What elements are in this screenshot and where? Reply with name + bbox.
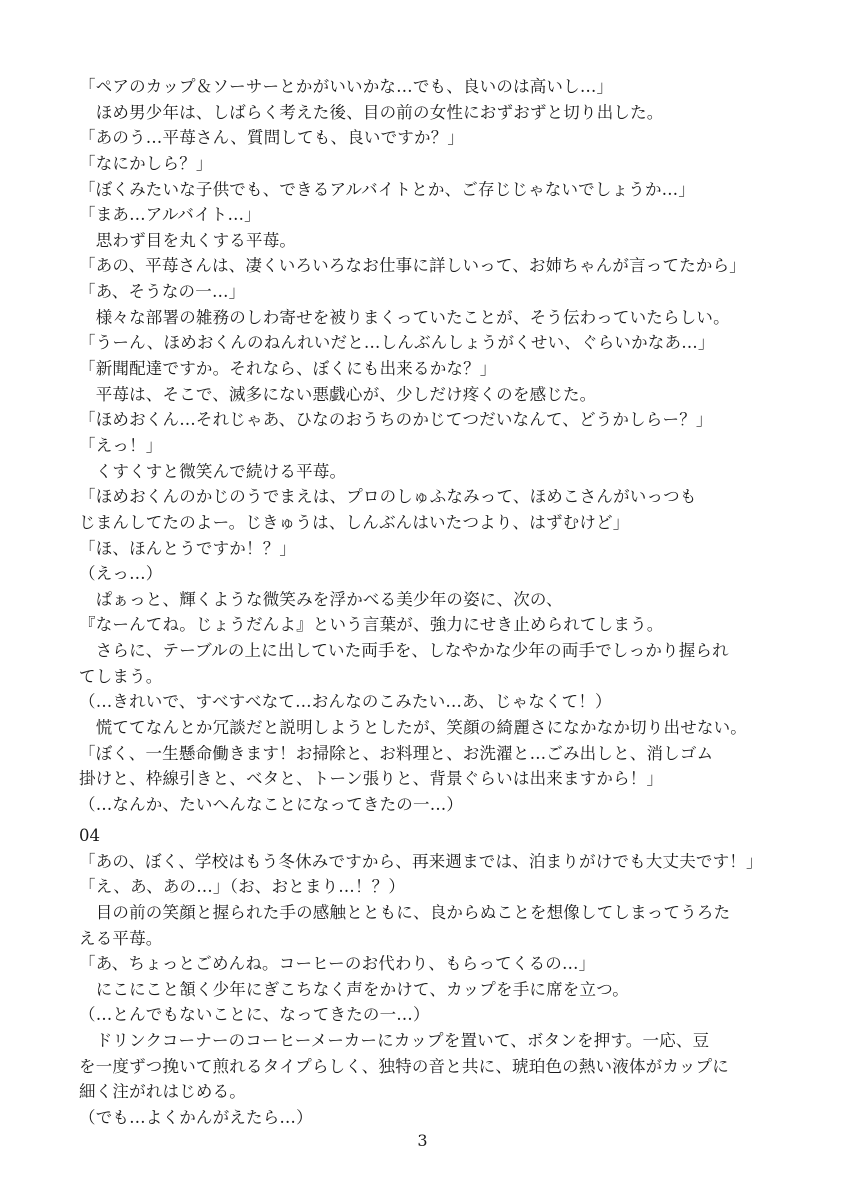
- text-line: ほめ男少年は、しばらく考えた後、目の前の女性におずおずと切り出した。: [79, 102, 664, 122]
- text-line: （…とんでもないことに、なってきたの一…）: [79, 1005, 430, 1025]
- body-text-section-2: [79, 823, 779, 1131]
- section-number: 04: [79, 826, 100, 845]
- text-line: （…なんか、たいへんなことになってきたの一…）: [79, 794, 464, 814]
- text-line: 掛けと、枠線引きと、ベタと、トーン張りと、背景ぐらいは出来ますから！」: [79, 769, 664, 789]
- text-line: さらに、テーブルの上に出していた両手を、しなやかな少年の両手でしっかり握られ: [79, 641, 729, 661]
- text-line: 「え、あ、あの…」（お、おとまり…！？）: [79, 877, 406, 897]
- text-line: （…きれいで、すべすべなて…おんなのこみたい…あ、じゃなくて！）: [79, 692, 612, 712]
- text-line: （えっ…）: [79, 564, 163, 584]
- text-line: 「あの、平苺さんは、凄くいろいろなお仕事に詳しいって、お姉ちゃんが言ってたから」: [79, 256, 747, 276]
- text-line: 「なにかしら？」: [79, 153, 213, 173]
- text-line: 「えっ！」: [79, 435, 163, 455]
- text-line: 慌ててなんとか冗談だと説明しようとしたが、笑顔の綺麗さになかなか切り出せない。: [79, 718, 747, 738]
- text-line: 「まあ…アルバイト…」: [79, 205, 261, 225]
- page-number: 3: [417, 1131, 428, 1150]
- text-line: 様々な部署の雑務のしわ寄せを被りまくっていたことが、そう伝わっていたらしい。: [79, 307, 730, 327]
- text-line: 「ほめおくんのかじのうでまえは、プロのしゅふなみって、ほめこさんがいっつも: [79, 487, 697, 507]
- text-line: える平苺。: [79, 928, 163, 948]
- text-line: を一度ずつ挽いて煎れるタイプらしく、独特の音と共に、琥珀色の熱い液体がカップに: [79, 1056, 729, 1076]
- text-line: てしまう。: [79, 666, 163, 686]
- text-line: 平苺は、そこで、滅多にない悪戯心が、少しだけ疼くのを感じた。: [79, 384, 597, 404]
- text-line: 「あのう…平苺さん、質問しても、良いですか？」: [79, 128, 465, 148]
- text-line: 「うーん、ほめおくんのねんれいだと…しんぶんしょうがくせい、ぐらいかなあ…」: [79, 333, 715, 353]
- text-line: 「あ、そうなの一…」: [79, 282, 246, 302]
- text-line: 思わず目を丸くする平苺。: [79, 230, 297, 250]
- text-line: 「ペアのカップ＆ソーサーとかがいいかな…でも、良いのは高いし…」: [79, 77, 614, 96]
- text-line: （でも…よくかんがえたら…）: [79, 1108, 313, 1128]
- text-line: 細く注がれはじめる。: [79, 1082, 246, 1102]
- text-line: 「新聞配達ですか。それなら、ぼくにも出来るかな？」: [79, 359, 497, 379]
- text-line: 「あ、ちょっとごめんね。コーヒーのお代わり、もらってくるの…」: [79, 954, 596, 974]
- text-line: 目の前の笑顔と握られた手の感触とともに、良からぬことを想像してしまってうろた: [79, 902, 731, 922]
- text-line: じまんしてたのよー。じきゅうは、しんぶんはいたつより、はずむけど」: [79, 512, 630, 532]
- text-line: 「ぼく、一生懸命働きます！お掃除と、お料理と、お洗濯と…ごみ出しと、消しゴム: [79, 743, 714, 763]
- text-line: 「ほめおくん…それじゃあ、ひなのおうちのかじてつだいなんて、どうかしらー？」: [79, 410, 713, 430]
- text-line: ぱぁっと、輝くような微笑みを浮かべる美少年の姿に、次の、: [79, 589, 563, 609]
- text-line: 「あの、ぼく、学校はもう冬休みですから、再来週までは、泊まりがけでも大丈夫です！」: [79, 851, 763, 871]
- text-line: くすくすと微笑んで続ける平苺。: [79, 461, 347, 481]
- text-line: 「ほ、ほんとうですか！？」: [79, 538, 297, 558]
- text-line: にこにこと頷く少年にぎこちなく声をかけて、カップを手に席を立つ。: [79, 979, 629, 999]
- text-line: 『なーんてね。じょうだんよ』という言葉が、強力にせき止められてしまう。: [79, 615, 664, 635]
- text-line: ドリンクコーナーのコーヒーメーカーにカップを置いて、ボタンを押す。一応、豆: [79, 1031, 710, 1051]
- body-text-section-1: [79, 74, 779, 818]
- text-line: 「ぼくみたいな子供でも、できるアルバイトとか、ご存じじゃないでしょうか…」: [79, 179, 696, 199]
